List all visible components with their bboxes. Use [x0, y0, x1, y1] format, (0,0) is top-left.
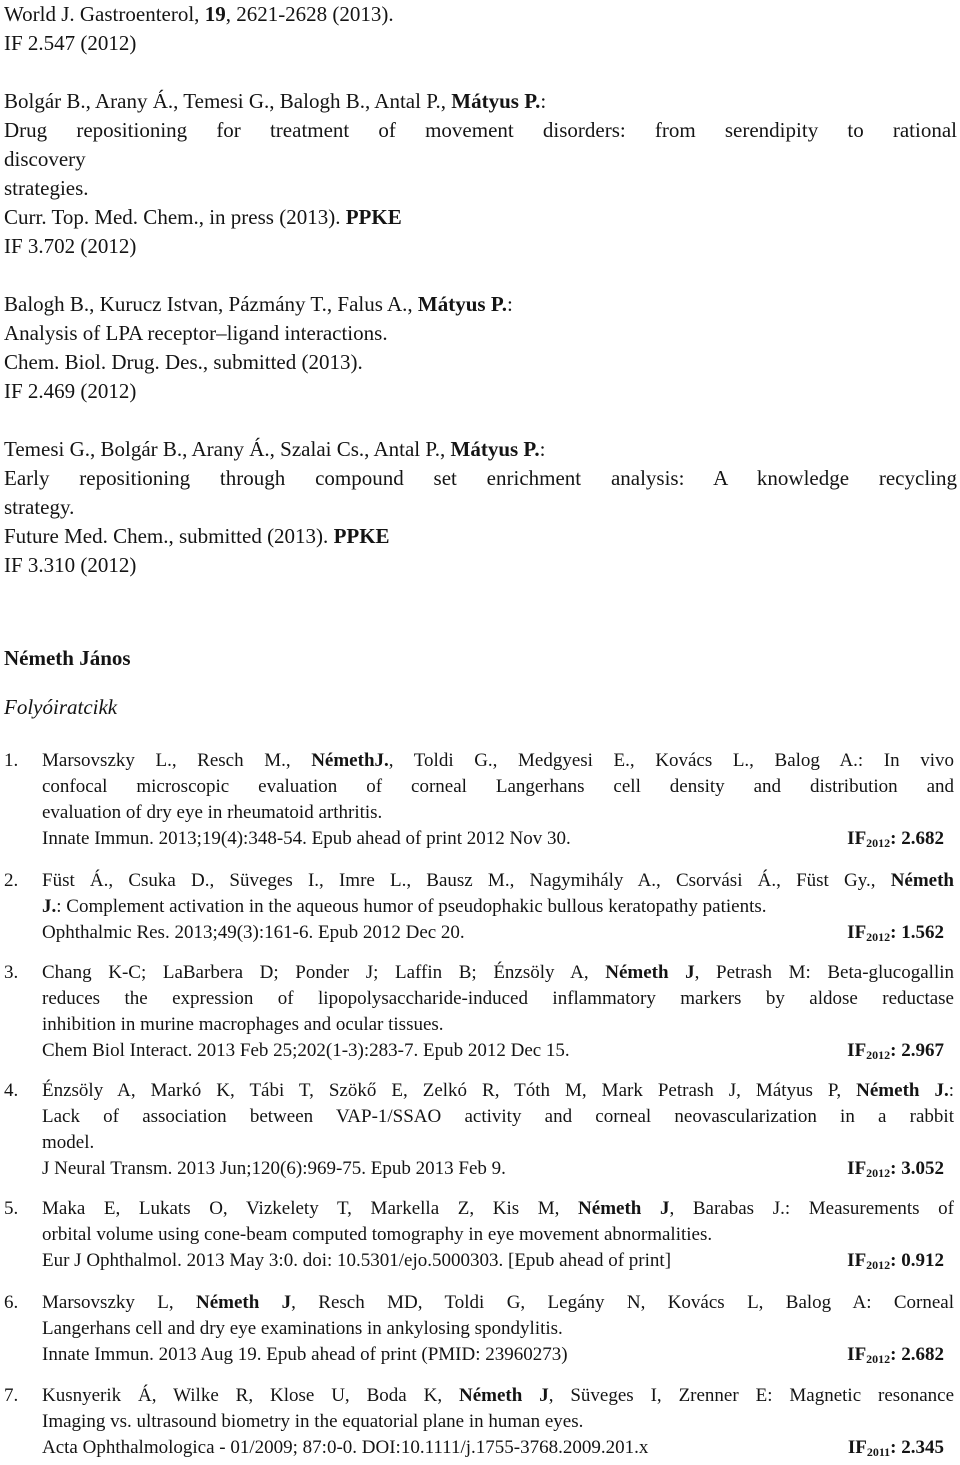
authors-text: Füst Á., Csuka D., Süveges I., Imre L., Bausz M., Nagymihály A., Csorvási Á., Füst Gy., — [42, 870, 891, 891]
authors-text: Maka E, Lukats O, Vizkelety T, Markella Z, Kis M, — [42, 1198, 579, 1219]
if-year: 2012 — [866, 1258, 891, 1272]
item-source-line — [42, 920, 944, 946]
authors-text: , Süveges I, Zrenner E: Magnetic resonance — [548, 1385, 954, 1406]
if-value: : 2.682 — [890, 828, 944, 849]
item-number: 1. — [4, 750, 19, 771]
if-year: 2011 — [866, 1445, 891, 1459]
item-title-line: inhibition in murine macrophages and ocular tissues. — [42, 1014, 444, 1035]
journal-text: Curr. Top. Med. Chem., in press (2013). — [4, 205, 346, 229]
source-text: Eur J Ophthalmol. 2013 May 3:0. doi: 10.5301/ejo.5000303. [Epub ahead of print] — [42, 1250, 672, 1271]
if-year: 2012 — [866, 1048, 891, 1062]
item-title-line: orbital volume using cone-beam computed tomography in eye movement abnormalities. — [42, 1224, 713, 1245]
journal-line: Chem. Biol. Drug. Des., submitted (2013). — [4, 350, 363, 374]
if-label: IF — [847, 1344, 867, 1365]
item-title-line: evaluation of dry eye in rheumatoid arthritis. — [42, 802, 383, 823]
journal-text: World J. Gastroenterol, — [4, 2, 205, 26]
item-title-line: confocal microscopic evaluation of corneal Langerhans cell density and distribution and — [42, 776, 954, 797]
authors-text: Kusnyerik Á, Wilke R, Klose U, Boda K, — [42, 1385, 459, 1406]
item-authors-line — [42, 1196, 954, 1222]
authors-text: Balogh B., Kurucz Istvan, Pázmány T., Falus A., — [4, 292, 418, 316]
item-authors-line — [42, 1383, 954, 1409]
item-source-line — [42, 1435, 944, 1461]
title-text: : Complement activation in the aqueous humor of pseudophakic bullous keratopathy patients. — [56, 896, 767, 917]
item-number: 6. — [4, 1292, 19, 1313]
impact-factor — [848, 1435, 944, 1465]
item-title-line: reduces the expression of lipopolysaccharide-induced inflammatory markers by aldose reductase — [42, 988, 954, 1009]
item-source-line — [42, 1156, 944, 1182]
authors-text: Marsovszky L, — [42, 1292, 196, 1313]
affiliation-tag: PPKE — [333, 524, 390, 548]
highlighted-author: Németh J — [605, 962, 695, 983]
item-title-line — [42, 894, 767, 920]
impact-factor — [847, 1342, 944, 1372]
title-line: Analysis of LPA receptor–ligand interactions. — [4, 321, 388, 345]
authors-text: Chang K-C; LaBarbera D; Ponder J; Laffin B; Énzsöly A, — [42, 962, 606, 983]
item-authors-line — [42, 1078, 954, 1104]
highlighted-author: Németh J — [458, 1385, 549, 1406]
authors-text: Énzsöly A, Markó K, Tábi T, Szökő E, Zelkó R, Tóth M, Mark Petrash J, Mátyus P, — [42, 1080, 857, 1101]
highlighted-author: Mátyus P. — [451, 89, 541, 113]
source-text: Innate Immun. 2013;19(4):348-54. Epub ahead of print 2012 Nov 30. — [42, 828, 571, 849]
journal-volume: 19 — [204, 2, 226, 26]
affiliation-tag: PPKE — [345, 205, 402, 229]
item-authors-line — [42, 1290, 954, 1316]
highlighted-author: Németh J — [195, 1292, 292, 1313]
impact-factor-line: IF 3.310 (2012) — [4, 553, 137, 577]
authors-line — [4, 290, 513, 319]
source-text: Ophthalmic Res. 2013;49(3):161-6. Epub 2012 Dec 20. — [42, 922, 465, 943]
journal-line — [4, 0, 394, 29]
item-title-line: Langerhans cell and dry eye examinations in ankylosing spondylitis. — [42, 1318, 563, 1339]
item-authors-line — [42, 868, 954, 894]
item-authors-line — [42, 960, 954, 986]
impact-factor-line: IF 3.702 (2012) — [4, 234, 137, 258]
if-value: : 2.682 — [890, 1344, 944, 1365]
source-text: Acta Ophthalmologica - 01/2009; 87:0-0. DOI:10.1111/j.1755-3768.2009.201.x — [42, 1437, 649, 1458]
title-line: Early repositioning through compound set enrichment analysis: A knowledge recycling — [4, 466, 957, 490]
if-label: IF — [847, 1040, 867, 1061]
authors-text: : — [948, 1080, 955, 1101]
item-number: 2. — [4, 870, 19, 891]
authors-line — [4, 87, 546, 116]
highlighted-author: J. — [42, 896, 57, 917]
item-source-line — [42, 1342, 944, 1368]
if-label: IF — [847, 1437, 867, 1458]
if-year: 2012 — [866, 1166, 891, 1180]
highlighted-author: Németh J. — [856, 1080, 949, 1101]
section-subheading: Folyóiratcikk — [4, 695, 118, 719]
authors-text: , Petrash M: Beta-glucogallin — [694, 962, 955, 983]
if-label: IF — [847, 1158, 867, 1179]
authors-colon: : — [539, 437, 546, 461]
item-source-line — [42, 826, 944, 852]
if-value: : 0.912 — [890, 1250, 944, 1271]
item-number: 4. — [4, 1080, 19, 1101]
if-year: 2012 — [866, 836, 891, 850]
title-line: strategy. — [4, 495, 75, 519]
source-text: Chem Biol Interact. 2013 Feb 25;202(1-3):283-7. Epub 2012 Dec 15. — [42, 1040, 570, 1061]
authors-colon: : — [507, 292, 513, 316]
item-title-line: Lack of association between VAP-1/SSAO activity and corneal neovascularization in a rabbit — [42, 1106, 954, 1127]
authors-colon: : — [540, 89, 547, 113]
journal-line — [4, 203, 402, 232]
impact-factor — [847, 920, 944, 950]
highlighted-author: Németh J — [578, 1198, 670, 1219]
highlighted-author: Mátyus P. — [417, 292, 507, 316]
impact-factor — [847, 1248, 944, 1278]
section-name: Németh János — [4, 646, 131, 670]
journal-text: Future Med. Chem., submitted (2013). — [4, 524, 334, 548]
if-value: : 2.345 — [890, 1437, 944, 1458]
highlighted-author: NémethJ. — [311, 750, 389, 771]
title-line: discovery — [4, 147, 86, 171]
if-value: : 2.967 — [890, 1040, 944, 1061]
authors-text: , Toldi G., Medgyesi E., Kovács L., Balog A.: In vivo — [388, 750, 954, 771]
item-number: 7. — [4, 1385, 19, 1406]
if-label: IF — [847, 922, 867, 943]
if-year: 2012 — [866, 1352, 891, 1366]
impact-factor-line: IF 2.469 (2012) — [4, 379, 137, 403]
title-line: Drug repositioning for treatment of movement disorders: from serendipity to rational — [4, 118, 957, 142]
item-title-line: model. — [42, 1132, 95, 1153]
journal-pages: , 2621-2628 (2013). — [225, 2, 394, 26]
authors-text: , Resch MD, Toldi G, Legány N, Kovács L, Balog A: Corneal — [291, 1292, 955, 1313]
authors-text: Temesi G., Bolgár B., Arany Á., Szalai Cs., Antal P., — [4, 437, 451, 461]
item-authors-line — [42, 748, 954, 774]
if-value: : 3.052 — [890, 1158, 944, 1179]
impact-factor-line: IF 2.547 (2012) — [4, 31, 137, 55]
authors-line — [4, 435, 545, 464]
journal-line — [4, 522, 390, 551]
if-value: : 1.562 — [890, 922, 944, 943]
item-number: 3. — [4, 962, 19, 983]
item-source-line — [42, 1248, 944, 1274]
source-text: J Neural Transm. 2013 Jun;120(6):969-75. Epub 2013 Feb 9. — [42, 1158, 506, 1179]
if-year: 2012 — [866, 930, 891, 944]
title-line: strategies. — [4, 176, 89, 200]
impact-factor — [847, 1038, 944, 1068]
highlighted-author: Mátyus P. — [450, 437, 540, 461]
authors-text: Bolgár B., Arany Á., Temesi G., Balogh B., Antal P., — [4, 89, 452, 113]
authors-text: Marsovszky L., Resch M., — [42, 750, 312, 771]
if-label: IF — [847, 828, 867, 849]
impact-factor — [847, 826, 944, 856]
item-number: 5. — [4, 1198, 19, 1219]
highlighted-author: Németh — [890, 870, 954, 891]
if-label: IF — [847, 1250, 867, 1271]
item-title-line: Imaging vs. ultrasound biometry in the equatorial plane in human eyes. — [42, 1411, 584, 1432]
authors-text: , Barabas J.: Measurements of — [669, 1198, 955, 1219]
item-source-line — [42, 1038, 944, 1064]
impact-factor — [847, 1156, 944, 1186]
source-text: Innate Immun. 2013 Aug 19. Epub ahead of print (PMID: 23960273) — [42, 1344, 568, 1365]
